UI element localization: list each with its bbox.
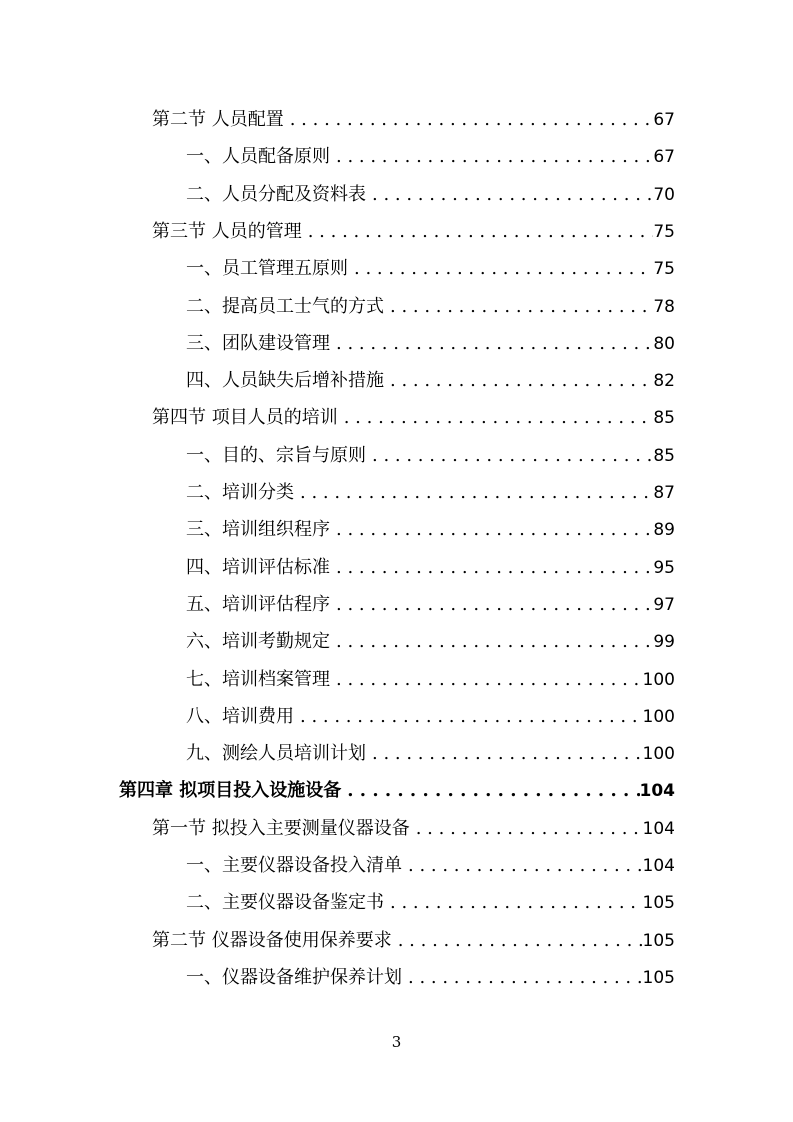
toc-entry-title: 九、测绘人员培训计划: [186, 743, 366, 764]
toc-entry-page-number: 82: [653, 371, 675, 391]
toc-entry[interactable]: [152, 810, 675, 847]
toc-dot-leader: [402, 959, 643, 996]
toc-entry[interactable]: [152, 101, 675, 138]
toc-entry-page-number: 105: [642, 968, 675, 988]
toc-dot-leader: [392, 922, 643, 959]
toc-dot-leader: [330, 138, 653, 175]
toc-entry[interactable]: [152, 213, 675, 250]
toc-entry[interactable]: [152, 399, 675, 436]
toc-entry-title: 第三节 人员的管理: [152, 221, 302, 242]
toc-dot-leader: [384, 884, 643, 921]
toc-entry-title: 二、人员分配及资料表: [186, 184, 366, 205]
toc-entry-page-number: 95: [653, 558, 675, 578]
toc-entry[interactable]: [186, 176, 675, 213]
toc-entry-title: 六、培训考勤规定: [186, 631, 330, 652]
toc-entry[interactable]: [186, 735, 675, 772]
toc-entry-page-number: 80: [653, 334, 675, 354]
toc-dot-leader: [366, 176, 653, 213]
toc-entry-page-number: 87: [653, 483, 675, 503]
toc-dot-leader: [410, 810, 643, 847]
toc-entry[interactable]: [186, 623, 675, 660]
toc-entry[interactable]: [152, 922, 675, 959]
toc-dot-leader: [294, 698, 643, 735]
toc-entry[interactable]: [186, 362, 675, 399]
toc-entry[interactable]: [186, 325, 675, 362]
toc-entry-title: 五、培训评估程序: [186, 594, 330, 615]
toc-entry-page-number: 85: [653, 446, 675, 466]
toc-entry-title: 七、培训档案管理: [186, 669, 330, 690]
toc-dot-leader: [330, 661, 643, 698]
toc-entry[interactable]: [186, 959, 675, 996]
toc-entry-title: 一、员工管理五原则: [186, 258, 348, 279]
toc-entry-page-number: 104: [642, 856, 675, 876]
toc-entry[interactable]: [186, 250, 675, 287]
toc-entry-page-number: 100: [642, 707, 675, 727]
toc-entry-page-number: 75: [653, 259, 675, 279]
toc-entry-page-number: 89: [653, 520, 675, 540]
toc-entry-page-number: 97: [653, 595, 675, 615]
toc-entry-page-number: 104: [639, 781, 675, 801]
toc-dot-leader: [338, 399, 654, 436]
toc-entry-title: 四、人员缺失后增补措施: [186, 370, 384, 391]
toc-entry-page-number: 75: [653, 222, 675, 242]
toc-dot-leader: [366, 735, 643, 772]
toc-entry-title: 第二节 人员配置: [152, 109, 284, 130]
toc-entry[interactable]: [186, 698, 675, 735]
toc-entry[interactable]: [186, 586, 675, 623]
toc-entry-page-number: 104: [642, 819, 675, 839]
toc-entry-title: 二、主要仪器设备鉴定书: [186, 892, 384, 913]
toc-entry-title: 二、提高员工士气的方式: [186, 296, 384, 317]
toc-dot-leader: [384, 362, 653, 399]
toc-entry-page-number: 67: [653, 110, 675, 130]
toc-dot-leader: [330, 511, 653, 548]
toc-dot-leader: [330, 549, 653, 586]
toc-entry-page-number: 85: [653, 408, 675, 428]
toc-entry-title: 第四章 拟项目投入设施设备: [119, 780, 342, 801]
toc-entry[interactable]: [186, 549, 675, 586]
toc-entry-page-number: 78: [653, 297, 675, 317]
toc-entry-title: 三、团队建设管理: [186, 333, 330, 354]
toc-dot-leader: [302, 213, 654, 250]
toc-entry[interactable]: [186, 288, 675, 325]
toc-entry[interactable]: [186, 138, 675, 175]
toc-entry[interactable]: [186, 884, 675, 921]
toc-entry-page-number: 105: [642, 931, 675, 951]
toc-entry-page-number: 67: [653, 147, 675, 167]
toc-entry-title: 一、目的、宗旨与原则: [186, 445, 366, 466]
page-number: 3: [391, 1033, 402, 1051]
toc-dot-leader: [330, 325, 653, 362]
toc-entry-title: 第二节 仪器设备使用保养要求: [152, 930, 392, 951]
toc-dot-leader: [366, 437, 653, 474]
toc-entry-title: 一、人员配备原则: [186, 146, 330, 167]
toc-dot-leader: [402, 847, 643, 884]
toc-dot-leader: [348, 250, 653, 287]
toc-entry-page-number: 100: [642, 744, 675, 764]
toc-dot-leader: [330, 586, 653, 623]
toc-entry-page-number: 99: [653, 632, 675, 652]
toc-entry-title: 三、培训组织程序: [186, 519, 330, 540]
toc-entry[interactable]: [119, 772, 675, 809]
toc-entry-title: 一、主要仪器设备投入清单: [186, 855, 402, 876]
toc-entry-title: 第四节 项目人员的培训: [152, 407, 338, 428]
toc-entry-title: 一、仪器设备维护保养计划: [186, 967, 402, 988]
toc-entry[interactable]: [186, 661, 675, 698]
toc-entry-title: 四、培训评估标准: [186, 557, 330, 578]
toc-entry-title: 第一节 拟投入主要测量仪器设备: [152, 818, 410, 839]
toc-entry-title: 二、培训分类: [186, 482, 294, 503]
toc-entry-page-number: 105: [642, 893, 675, 913]
toc-dot-leader: [284, 101, 654, 138]
toc-entry[interactable]: [186, 511, 675, 548]
toc-dot-leader: [384, 288, 653, 325]
toc-dot-leader: [341, 772, 639, 809]
toc-entry[interactable]: [186, 437, 675, 474]
toc-dot-leader: [330, 623, 653, 660]
toc-entry-title: 八、培训费用: [186, 706, 294, 727]
toc-entry[interactable]: [186, 474, 675, 511]
toc-dot-leader: [294, 474, 653, 511]
toc-entry-page-number: 100: [642, 670, 675, 690]
toc-entry-page-number: 70: [653, 185, 675, 205]
toc-entry[interactable]: [186, 847, 675, 884]
